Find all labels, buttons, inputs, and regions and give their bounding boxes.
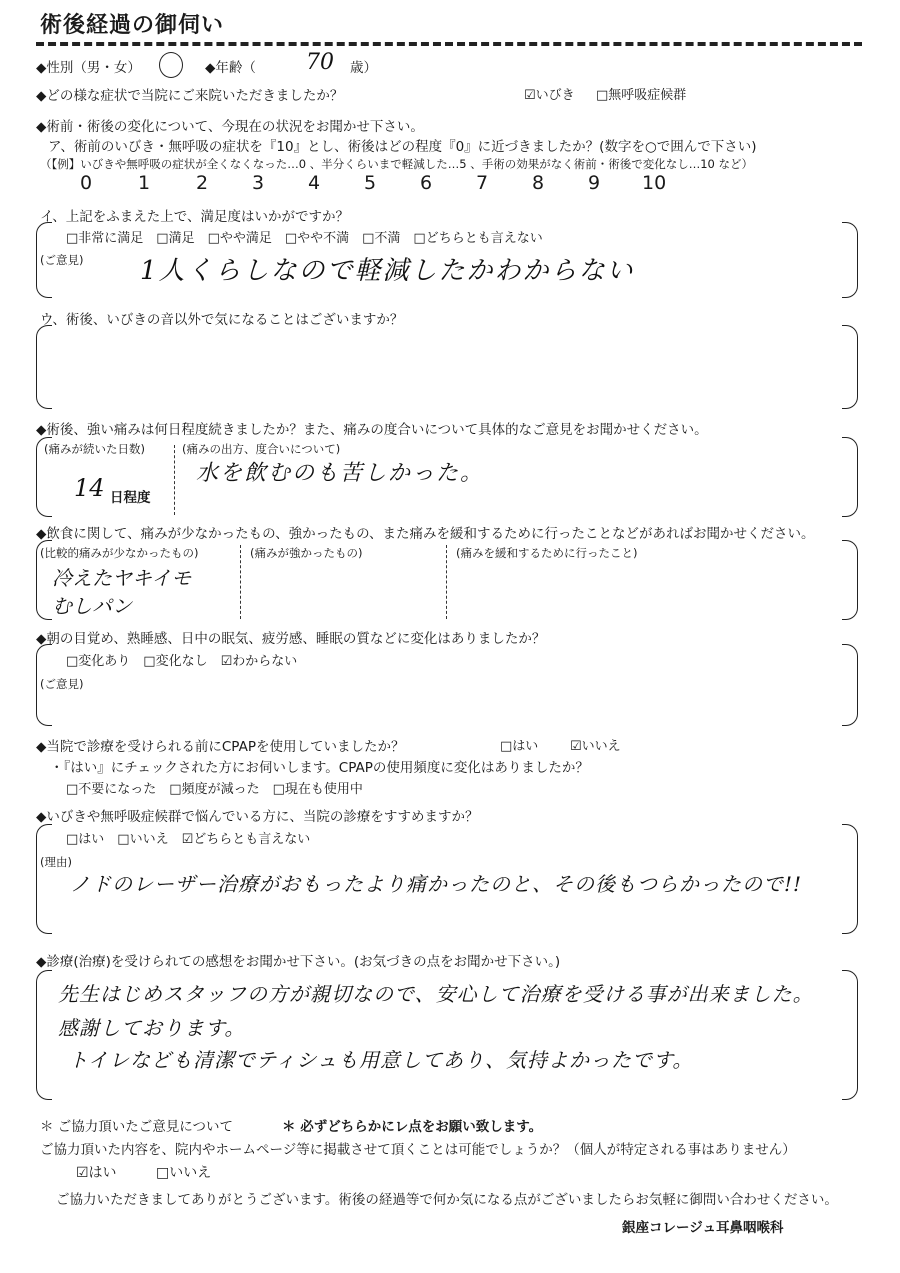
impression-line-3: トイレなども清潔でティシュも用意してあり、気持よかったです。 [68,1048,694,1072]
food-col3-label: (痛みを緩和するために行ったこと) [456,546,638,560]
scale-1[interactable]: 1 [138,172,151,194]
satisfaction-opinion: 1人くらしなので軽減したかわからない [140,256,635,286]
sleep-bracket-right [842,644,858,726]
food-col1-label: (比較的痛みが少なかったもの) [40,546,199,560]
cpap-question: ◆当院で診療を受けられる前にCPAPを使用していましたか？ [36,739,405,755]
age-value: 70 [306,50,334,75]
satisfaction-opinion-label: (ご意見) [40,253,84,267]
scale-6[interactable]: 6 [420,172,433,194]
sleep-question: ◆朝の目覚め、熟睡感、日中の眠気、疲労感、睡眠の質などに変化はありましたか？ [36,631,546,647]
footer-option-no[interactable]: □いいえ [156,1165,212,1181]
recommend-reason: ノドのレーザー治療がおもったより痛かったのと、その後もつらかったので!! [70,872,803,896]
impression-question: ◆診療(治療)を受けられての感想をお聞かせ下さい。(お気づきの点をお聞かせ下さい。) [36,954,561,970]
pain-days-value: 14 [74,474,105,502]
food-col1-line1: 冷えたヤキイモ [52,566,192,590]
pain-divider [174,445,175,515]
title-divider [36,42,862,46]
food-bracket-right [842,540,858,620]
cpap-option-no[interactable]: ☑いいえ [570,739,621,754]
impression-line-2: 感謝しております。 [58,1016,246,1040]
footer-heading-2: ＊ 必ずどちらかにレ点をお願い致します。 [282,1119,543,1135]
age-unit: 歳） [350,60,377,76]
pain-days-unit: 日程度 [110,490,151,506]
pain-question: ◆術後、強い痛みは何日程度続きましたか？また、痛みの度合いについて具体的なご意見をお聞かせください。 [36,422,708,438]
change-question: ◆術前・術後の変化について、今現在の状況をお聞かせ下さい。 [36,119,424,135]
impression-bracket-right [842,970,858,1100]
pain-days-label: (痛みが続いた日数) [44,442,145,456]
pain-bracket-right [842,437,858,517]
sleep-opinion-label: (ご意見) [40,677,84,691]
change-example: （【例】いびきや無呼吸の症状が全くなくなった…0 、半分くらいまで軽減した…5 、手術の効果がなく術前・術後で変化なし…10 など） [40,157,753,171]
gender-label: ◆性別（男・女） [36,60,141,76]
footer-question: ご協力頂いた内容を、院内やホームページ等に掲載させて頂くことは可能でしょうか？（個人が特定される事はありません） [40,1142,796,1158]
recommend-bracket-right [842,824,858,934]
food-col2-label: (痛みが強かったもの) [250,546,363,560]
clinic-name: 銀座コレージュ耳鼻咽喉科 [622,1220,784,1236]
change-subquestion-a: ア、術前のいびき・無呼吸の症状を『10』とし、術後はどの程度『0』に近づきましたか？(数字を○で囲んで下さい) [48,139,757,155]
scale-4[interactable]: 4 [308,172,321,194]
other-bracket-left [36,325,52,409]
footer-thanks: ご協力いただきましてありがとうございます。術後の経過等で何か気になる点がございましたらお気軽に御問い合わせください。 [56,1192,838,1208]
gender-circle-mark [159,52,183,78]
other-concerns-question: ウ、術後、いびきの音以外で気になることはございますか？ [40,312,404,328]
recommend-bracket-left [36,824,52,934]
symptom-option-snoring[interactable]: ☑いびき [524,88,575,103]
footer-option-yes[interactable]: ☑はい [76,1165,117,1181]
other-bracket-right [842,325,858,409]
food-col1-line2: むしパン [52,594,132,618]
recommend-reason-label: (理由) [40,855,72,869]
footer-heading-1: ＊ ご協力頂いたご意見について [40,1119,234,1135]
food-question: ◆飲食に関して、痛みが少なかったもの、強かったもの、また痛みを緩和するために行ったことなどがあればお聞かせください。 [36,526,815,542]
recommend-question: ◆いびきや無呼吸症候群で悩んでいる方に、当院の診療をすすめますか？ [36,809,479,825]
scale-3[interactable]: 3 [252,172,265,194]
food-divider-2 [446,545,447,619]
scale-5[interactable]: 5 [364,172,377,194]
page-title: 術後経過の御伺い [40,13,225,38]
scale-7[interactable]: 7 [476,172,489,194]
scale-2[interactable]: 2 [196,172,209,194]
cpap-sub-options[interactable]: □不要になった □頻度が減った □現在も使用中 [66,782,363,797]
sleep-options[interactable]: □変化あり □変化なし ☑わからない [66,654,298,669]
pain-degree-text: 水を飲むのも苦しかった。 [196,461,485,486]
scale-9[interactable]: 9 [588,172,601,194]
age-label: ◆年齢（ [205,60,256,76]
impression-line-1: 先生はじめスタッフの方が親切なので、安心して治療を受ける事が出来ました。 [58,982,814,1006]
satisfaction-bracket-right [842,222,858,298]
scale-8[interactable]: 8 [532,172,545,194]
pain-degree-label: (痛みの出方、度合いについて) [182,442,341,456]
scale-10[interactable]: 10 [642,172,667,194]
food-divider-1 [240,545,241,619]
cpap-option-yes[interactable]: □はい [500,739,539,754]
satisfaction-question: イ、上記をふまえた上で、満足度はいかがですか？ [40,209,350,225]
impression-bracket-left [36,970,52,1100]
symptom-question: ◆どの様な症状で当院にご来院いただきましたか？ [36,88,344,104]
recommend-options[interactable]: □はい □いいえ ☑どちらとも言えない [66,832,311,847]
symptom-option-apnea[interactable]: □無呼吸症候群 [596,88,687,103]
scale-0[interactable]: 0 [80,172,93,194]
cpap-subquestion: ・『はい』にチェックされた方にお伺いします。CPAPの使用頻度に変化はありましたか？ [50,760,589,776]
satisfaction-options[interactable]: □非常に満足 □満足 □やや満足 □やや不満 □不満 □どちらとも言えない [66,231,543,246]
